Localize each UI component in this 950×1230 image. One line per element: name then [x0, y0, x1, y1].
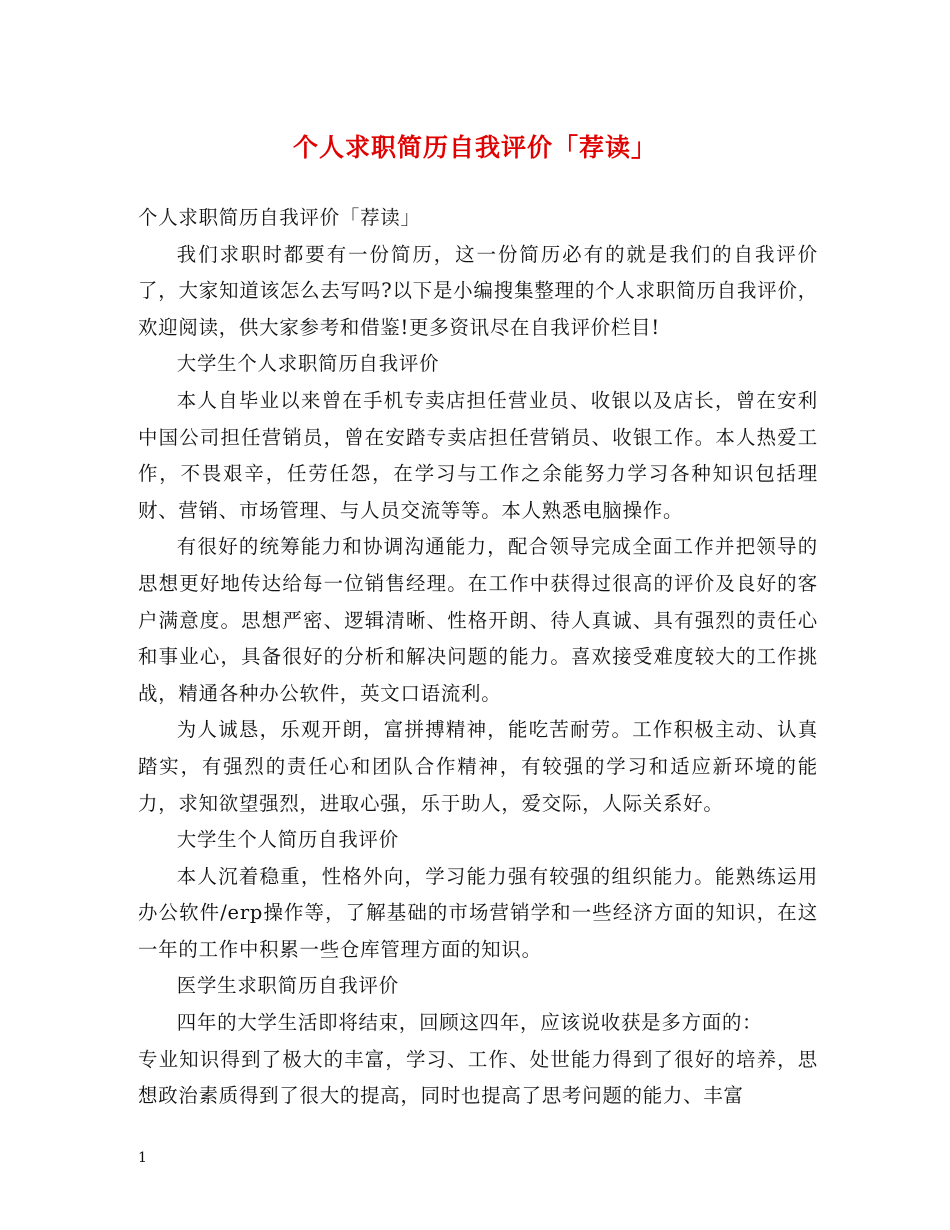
paragraph: 本人自毕业以来曾在手机专卖店担任营业员、收银以及店长，曾在安利中国公司担任营销员，曾在安踏专卖店担任营销员、收银工作。本人热爱工作，不畏艰辛，任劳任怨，在学习与工作之余能努力学习各种知识包括理财、营销、市场管理、与人员交流等等。本人熟悉电脑操作。: [138, 388, 818, 522]
paragraph: 本人沉着稳重，性格外向，学习能力强有较强的组织能力。能熟练运用办公软件/erp操作等，了解基础的市场营销学和一些经济方面的知识，在这一年的工作中积累一些仓库管理方面的知识。: [138, 864, 818, 961]
paragraph: 专业知识得到了极大的丰富，学习、工作、处世能力得到了很好的培养，思想政治素质得到了很大的提高，同时也提高了思考问题的能力、丰富: [138, 1047, 818, 1108]
paragraph: 我们求职时都要有一份简历，这一份简历必有的就是我们的自我评价了，大家知道该怎么去写吗?以下是小编搜集整理的个人求职简历自我评价，欢迎阅读，供大家参考和借鉴!更多资讯尽在自我评价栏目!: [138, 242, 818, 339]
section-heading: 大学生个人简历自我评价: [176, 828, 399, 852]
paragraph: 四年的大学生活即将结束，回顾这四年，应该说收获是多方面的：: [176, 1011, 763, 1035]
paragraph: 为人诚恳，乐观开朗，富拼搏精神，能吃苦耐劳。工作积极主动、认真踏实，有强烈的责任心和团队合作精神，有较强的学习和适应新环境的能力，求知欲望强烈，进取心强，乐于助人，爱交际，人际关系好。: [138, 718, 818, 815]
section-heading: 大学生个人求职简历自我评价: [176, 352, 440, 376]
page-title: 个人求职简历自我评价「荐读」: [292, 133, 657, 162]
page-number: 1: [138, 1150, 147, 1166]
paragraph: 个人求职简历自我评价「荐读」: [138, 206, 421, 229]
section-heading: 医学生求职简历自我评价: [176, 974, 399, 998]
document-body: [138, 200, 818, 1115]
paragraph: 有很好的统筹能力和协调沟通能力，配合领导完成全面工作并把领导的思想更好地传达给每一位销售经理。在工作中获得过很高的评价及良好的客户满意度。思想严密、逻辑清晰、性格开朗、待人真诚、具有强烈的责任心和事业心，具备很好的分析和解决问题的能力。喜欢接受难度较大的工作挑战，精通各种办公软件，英文口语流利。: [138, 535, 818, 705]
